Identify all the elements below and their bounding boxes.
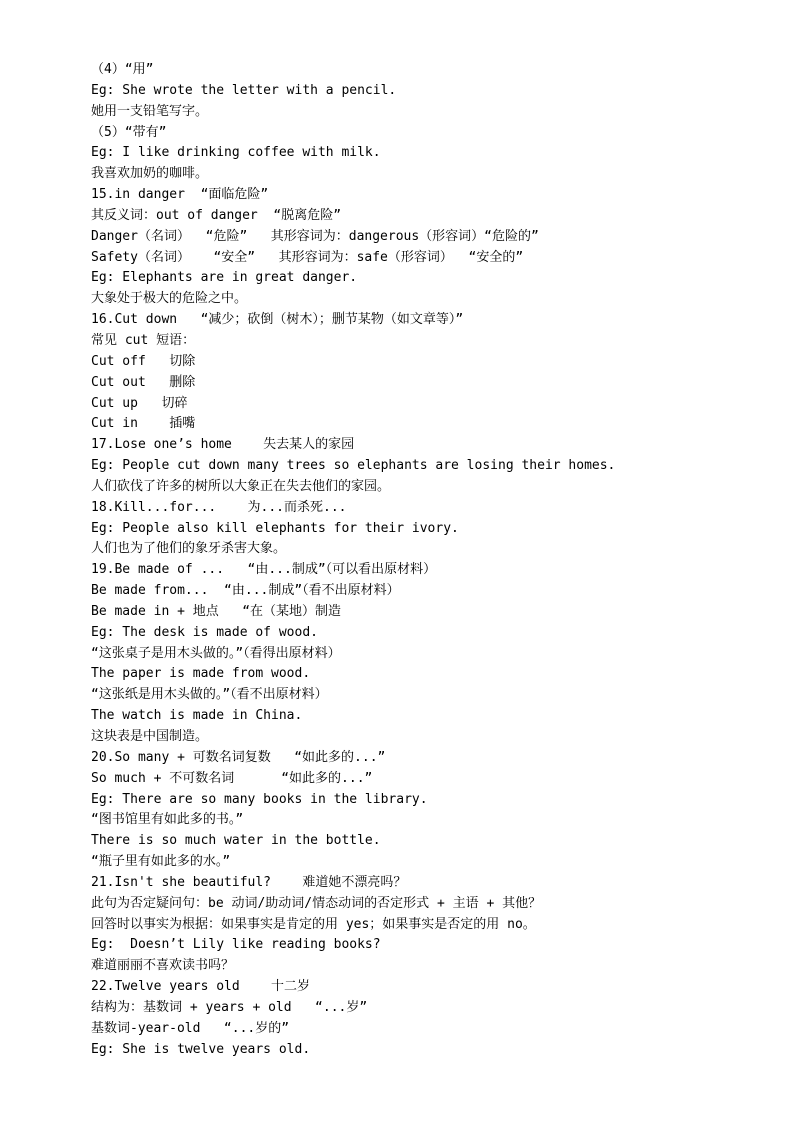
text-line-6: 我喜欢加奶的咖啡。 [91,166,209,182]
text-line-44: 难道丽丽不喜欢读书吗？ [91,958,235,974]
text-line-41: 此句为否定疑问句：be 动词/助动词/情态动词的否定形式 + 主语 + 其他？ [91,895,542,911]
text-line-29: “这张桌子是用木头做的。”（看得出原材料） [91,645,341,661]
text-line-14: 常见 cut 短语： [91,332,196,348]
text-line-31: “这张纸是用木头做的。”（看不出原材料） [91,687,328,703]
text-line-22: 18.Kill...for... 为...而杀死... [91,499,347,515]
text-line-8: 其反义词：out of danger “脱离危险” [91,207,342,223]
text-line-48: Eg: She is twelve years old. [91,1041,311,1057]
text-line-23: Eg: People also kill elephants for their ivory. [91,520,459,536]
text-line-16: Cut out 删除 [91,374,196,390]
text-line-18: Cut in 插嘴 [91,416,196,432]
document-page [91,60,751,1061]
text-line-40: 21.Isn't she beautiful? 难道她不漂亮吗？ [91,874,407,890]
text-line-42: 回答时以事实为根据：如果事实是肯定的用 yes；如果事实是否定的用 no。 [91,916,536,932]
text-line-25: 19.Be made of ... “由...制成”（可以看出原材料） [91,562,437,578]
text-line-43: Eg: Doesn’t Lily like reading books? [91,937,381,953]
text-line-1: （4）“用” [91,62,154,77]
text-line-45: 22.Twelve years old 十二岁 [91,979,311,995]
text-line-13: 16.Cut down “减少；砍倒（树木）；删节某物（如文章等）” [91,312,464,328]
text-line-15: Cut off 切除 [91,353,196,369]
text-line-4: （5）“带有” [91,124,167,140]
text-line-17: Cut up 切碎 [91,395,188,411]
text-line-21: 人们砍伐了许多的树所以大象正在失去他们的家园。 [91,478,391,494]
text-line-20: Eg: People cut down many trees so elephants are losing their homes. [91,458,616,474]
text-line-27: Be made in + 地点 “在（某地）制造 [91,603,342,619]
text-line-35: So much + 不可数名词 “如此多的...” [91,770,373,786]
text-line-11: Eg: Elephants are in great danger. [91,270,358,286]
text-line-10: Safety（名词） “安全” 其形容词为：safe（形容词） “安全的” [91,249,524,265]
text-line-2: Eg: She wrote the letter with a pencil. [91,82,397,98]
text-line-36: Eg: There are so many books in the library. [91,791,428,807]
text-line-32: The watch is made in China. [91,708,303,724]
text-line-9: Danger（名词） “危险” 其形容词为：dangerous（形容词）“危险的” [91,228,539,244]
text-line-5: Eg: I like drinking coffee with milk. [91,145,381,161]
text-line-47: 基数词-year-old “...岁的” [91,1020,290,1036]
text-line-46: 结构为：基数词 + years + old “...岁” [91,999,368,1015]
text-line-24: 人们也为了他们的象牙杀害大象。 [91,541,287,557]
text-line-3: 她用一支铅笔写字。 [91,103,209,119]
text-line-39: “瓶子里有如此多的水。” [91,854,231,870]
text-line-33: 这块表是中国制造。 [91,729,209,744]
text-line-19: 17.Lose one’s home 失去某人的家园 [91,437,355,453]
text-line-38: There is so much water in the bottle. [91,833,381,849]
text-line-34: 20.So many + 可数名词复数 “如此多的...” [91,749,386,765]
text-line-30: The paper is made from wood. [91,666,311,682]
text-line-37: “图书馆里有如此多的书。” [91,812,244,828]
text-line-7: 15.in danger “面临危险” [91,187,269,203]
text-line-26: Be made from... “由...制成”（看不出原材料） [91,583,400,599]
text-line-12: 大象处于极大的危险之中。 [91,291,248,307]
text-line-28: Eg: The desk is made of wood. [91,624,318,640]
